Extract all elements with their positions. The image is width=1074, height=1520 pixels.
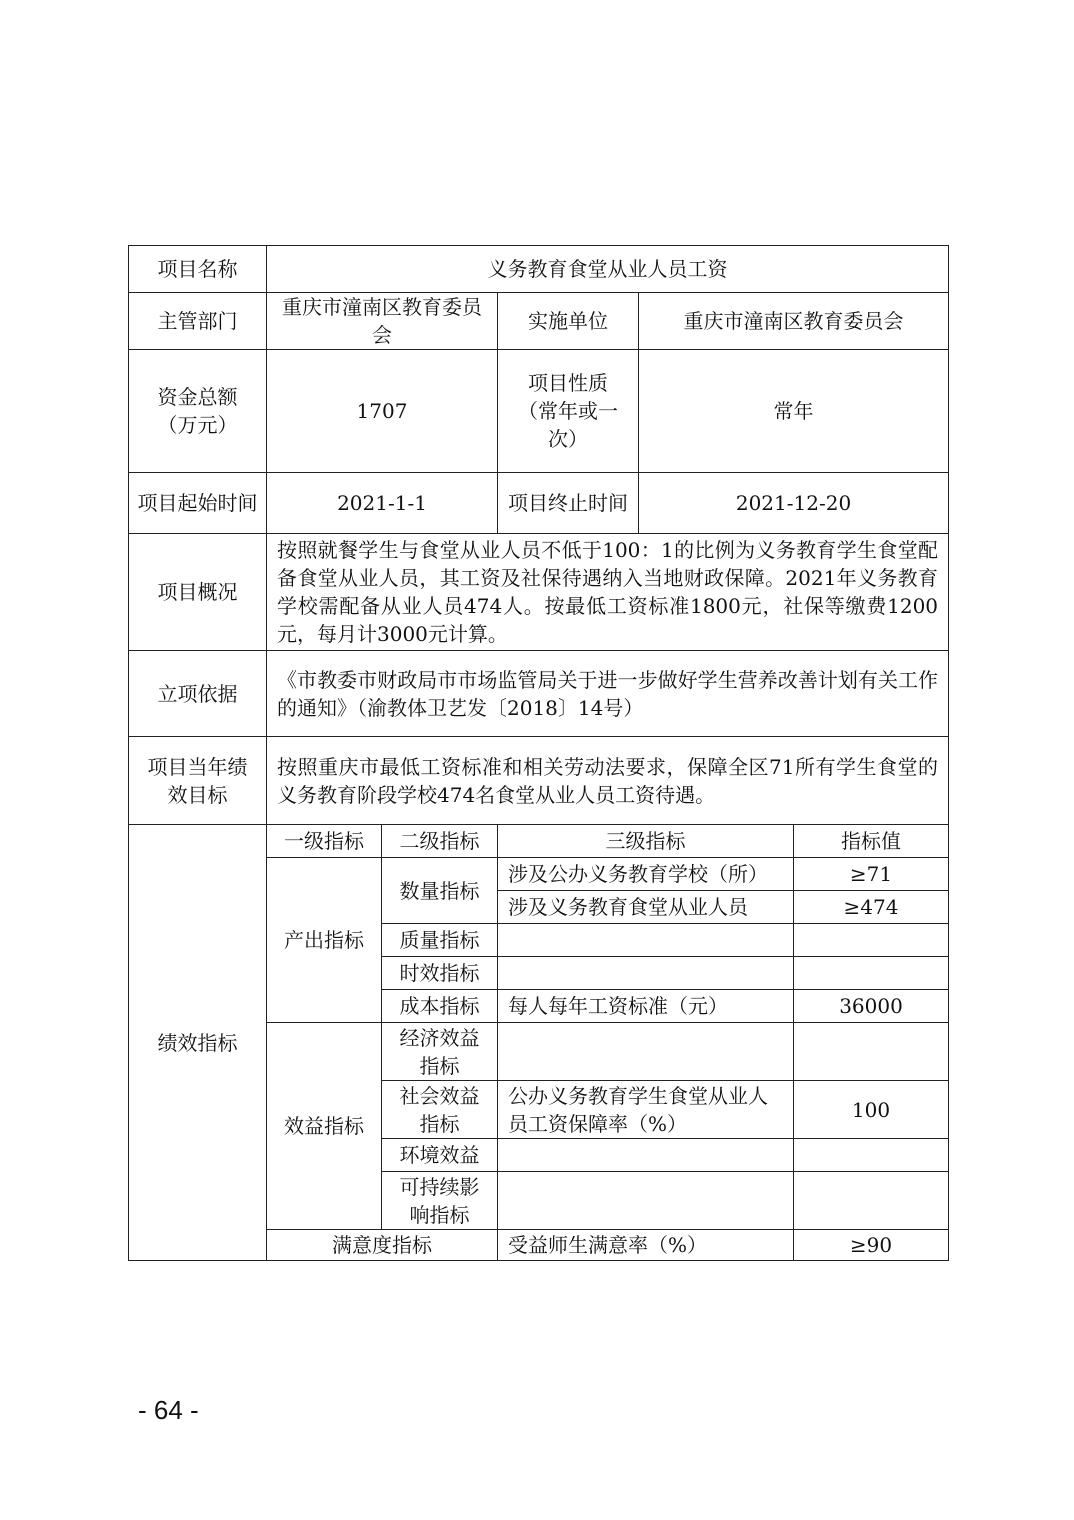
cost-value: 36000 <box>794 990 949 1023</box>
q2-name: 涉及义务教育食堂从业人员 <box>498 891 794 924</box>
overview-text: 按照就餐学生与食堂从业人员不低于100：1的比例为义务教育学生食堂配备食堂从业人员，其工资及社保待遇纳入当地财政保障。2021年义务教育学校需配备从业人员474人。按最低工资标准1800元，社保等缴费1200元，每月计3000元计算。 <box>267 534 949 651</box>
environment-value <box>794 1139 949 1172</box>
cost-name: 每人每年工资标准（元） <box>498 990 794 1023</box>
social-name: 公办义务教育学生食堂从业人员工资保障率（%） <box>498 1081 794 1139</box>
header-level1: 一级指标 <box>267 825 382 858</box>
basis-label: 立项依据 <box>129 651 267 737</box>
q1-name: 涉及公办义务教育学校（所） <box>498 858 794 891</box>
environment-name <box>498 1139 794 1172</box>
impl-label: 实施单位 <box>498 293 639 350</box>
sustain-indicator-label: 可持续影响指标 <box>382 1172 498 1230</box>
nature-label: 项目性质（常年或一次） <box>498 350 639 473</box>
output-indicator-label: 产出指标 <box>267 858 382 1023</box>
fund-value: 1707 <box>267 350 498 473</box>
q2-value: ≥474 <box>794 891 949 924</box>
quantity-indicator-label: 数量指标 <box>382 858 498 924</box>
overview-label: 项目概况 <box>129 534 267 651</box>
environment-indicator-label: 环境效益 <box>382 1139 498 1172</box>
goal-text: 按照重庆市最低工资标准和相关劳动法要求，保障全区71所有学生食堂的义务教育阶段学校474名食堂从业人员工资待遇。 <box>267 737 949 825</box>
page-number: - 64 - <box>138 1395 199 1425</box>
timeliness-value <box>794 957 949 990</box>
basis-text: 《市教委市财政局市市场监管局关于进一步做好学生营养改善计划有关工作的通知》（渝教体卫艺发〔2018〕14号） <box>267 651 949 737</box>
social-value: 100 <box>794 1081 949 1139</box>
satisfaction-name: 受益师生满意率（%） <box>498 1230 794 1261</box>
economic-value <box>794 1023 949 1081</box>
project-name-label: 项目名称 <box>129 246 267 293</box>
goal-label: 项目当年绩效目标 <box>129 737 267 825</box>
sustain-name <box>498 1172 794 1230</box>
benefit-indicator-label: 效益指标 <box>267 1023 382 1230</box>
header-level3: 三级指标 <box>498 825 794 858</box>
timeliness-indicator-label: 时效指标 <box>382 957 498 990</box>
quality-value <box>794 924 949 957</box>
fund-label: 资金总额（万元） <box>129 350 267 473</box>
economic-name <box>498 1023 794 1081</box>
cost-indicator-label: 成本指标 <box>382 990 498 1023</box>
end-value: 2021-12-20 <box>639 473 949 534</box>
social-indicator-label: 社会效益指标 <box>382 1081 498 1139</box>
indicators-section-label: 绩效指标 <box>129 825 267 1261</box>
nature-value: 常年 <box>639 350 949 473</box>
start-label: 项目起始时间 <box>129 473 267 534</box>
economic-indicator-label: 经济效益指标 <box>382 1023 498 1081</box>
q1-value: ≥71 <box>794 858 949 891</box>
project-name: 义务教育食堂从业人员工资 <box>267 246 949 293</box>
start-value: 2021-1-1 <box>267 473 498 534</box>
satisfaction-value: ≥90 <box>794 1230 949 1261</box>
quality-indicator-label: 质量指标 <box>382 924 498 957</box>
header-value: 指标值 <box>794 825 949 858</box>
impl-value: 重庆市潼南区教育委员会 <box>639 293 949 350</box>
satisfaction-indicator-label: 满意度指标 <box>267 1230 498 1261</box>
end-label: 项目终止时间 <box>498 473 639 534</box>
timeliness-name <box>498 957 794 990</box>
header-level2: 二级指标 <box>382 825 498 858</box>
dept-value: 重庆市潼南区教育委员会 <box>267 293 498 350</box>
project-performance-table <box>128 245 949 1261</box>
quality-name <box>498 924 794 957</box>
dept-label: 主管部门 <box>129 293 267 350</box>
sustain-value <box>794 1172 949 1230</box>
